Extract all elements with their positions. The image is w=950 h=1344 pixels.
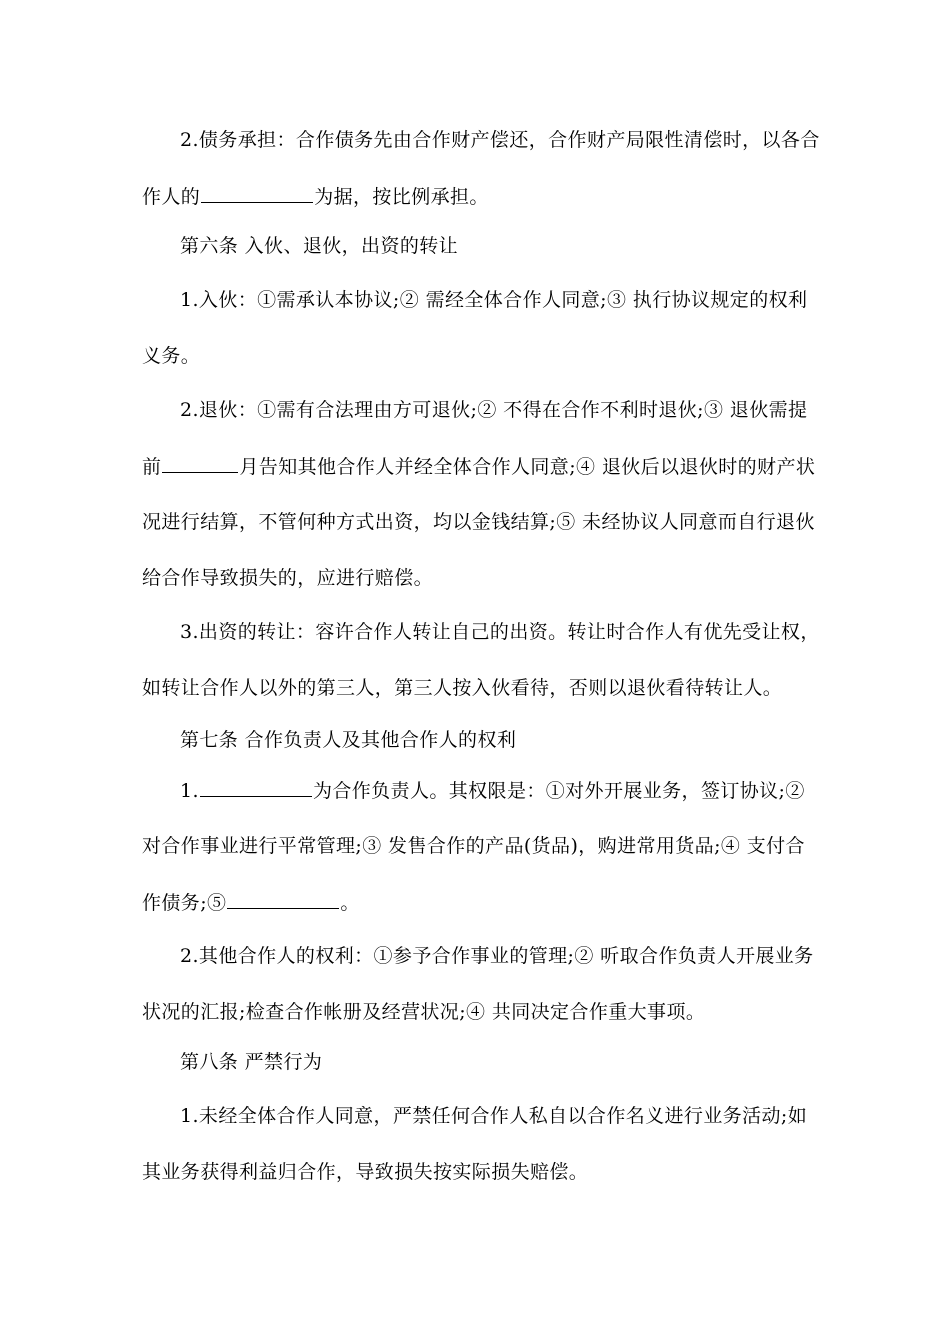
fill-in-blank[interactable]	[162, 454, 238, 473]
paragraph-manager-line-3	[142, 890, 822, 915]
paragraph-manager-line-2	[142, 834, 822, 858]
text-segment: 2.债务承担：合作债务先由合作财产偿还，合作财产局限性清偿时，以各合	[180, 129, 820, 151]
paragraph-debt-line-1	[180, 128, 860, 152]
paragraph-transfer-line-2	[142, 676, 822, 700]
paragraph-withdraw-line-4	[142, 566, 822, 590]
paragraph-debt-line-2	[142, 184, 822, 209]
paragraph-join-line-1	[180, 288, 860, 312]
article-7-heading	[180, 728, 860, 752]
text-segment: 为据，按比例承担。	[314, 186, 489, 208]
paragraph-transfer-line-1	[180, 620, 860, 644]
text-segment: 1.未经全体合作人同意，严禁任何合作人私自以合作名义进行业务活动;如	[180, 1105, 808, 1127]
article-6-heading	[180, 234, 860, 258]
text-segment: 其业务获得利益归合作，导致损失按实际损失赔偿。	[142, 1161, 589, 1183]
text-segment: 作债务;⑤	[142, 892, 227, 914]
text-segment: 月告知其他合作人并经全体合作人同意;④ 退伙后以退伙时的财产状	[239, 456, 816, 478]
paragraph-withdraw-line-2	[142, 454, 822, 479]
text-segment: 为合作负责人。其权限是：①对外开展业务，签订协议;②	[312, 780, 805, 802]
article-8-heading	[180, 1050, 860, 1074]
text-segment: 作人的	[142, 186, 201, 208]
text-segment: 给合作导致损失的，应进行赔偿。	[142, 567, 434, 589]
heading-text: 第七条 合作负责人及其他合作人的权利	[180, 729, 517, 751]
text-segment: 况进行结算，不管何种方式出资，均以金钱结算;⑤ 未经协议人同意而自行退伙	[142, 511, 815, 533]
paragraph-prohibited-line-1	[180, 1104, 860, 1128]
paragraph-rights-line-2	[142, 1000, 822, 1024]
text-segment: 2.退伙：①需有合法理由方可退伙;② 不得在合作不利时退伙;③ 退伙需提	[180, 399, 808, 421]
text-segment: 前	[142, 456, 162, 478]
fill-in-blank[interactable]	[227, 890, 339, 909]
text-segment: 对合作事业进行平常管理;③ 发售合作的产品(货品)，购进常用货品;④ 支付合	[142, 835, 805, 857]
paragraph-join-line-2	[142, 344, 822, 368]
heading-text: 第六条 入伙、退伙，出资的转让	[180, 235, 459, 257]
text-segment: 1.入伙：①需承认本协议;② 需经全体合作人同意;③ 执行协议规定的权利	[180, 289, 808, 311]
paragraph-prohibited-line-2	[142, 1160, 822, 1184]
paragraph-manager-line-1	[180, 778, 860, 803]
text-segment: 3.出资的转让：容许合作人转让自己的出资。转让时合作人有优先受让权，	[180, 621, 820, 643]
paragraph-withdraw-line-1	[180, 398, 860, 422]
text-segment: 2.其他合作人的权利：①参予合作事业的管理;② 听取合作负责人开展业务	[180, 945, 814, 967]
text-segment: 。	[340, 892, 360, 914]
fill-in-blank[interactable]	[201, 184, 313, 203]
text-segment: 状况的汇报;检查合作帐册及经营状况;④ 共同决定合作重大事项。	[142, 1001, 706, 1023]
heading-text: 第八条 严禁行为	[180, 1051, 323, 1073]
text-segment: 1.	[180, 780, 199, 802]
fill-in-blank[interactable]	[200, 778, 312, 797]
text-segment: 义务。	[142, 345, 201, 367]
text-segment: 如转让合作人以外的第三人，第三人按入伙看待，否则以退伙看待转让人。	[142, 677, 783, 699]
paragraph-withdraw-line-3	[142, 510, 822, 534]
paragraph-rights-line-1	[180, 944, 860, 968]
